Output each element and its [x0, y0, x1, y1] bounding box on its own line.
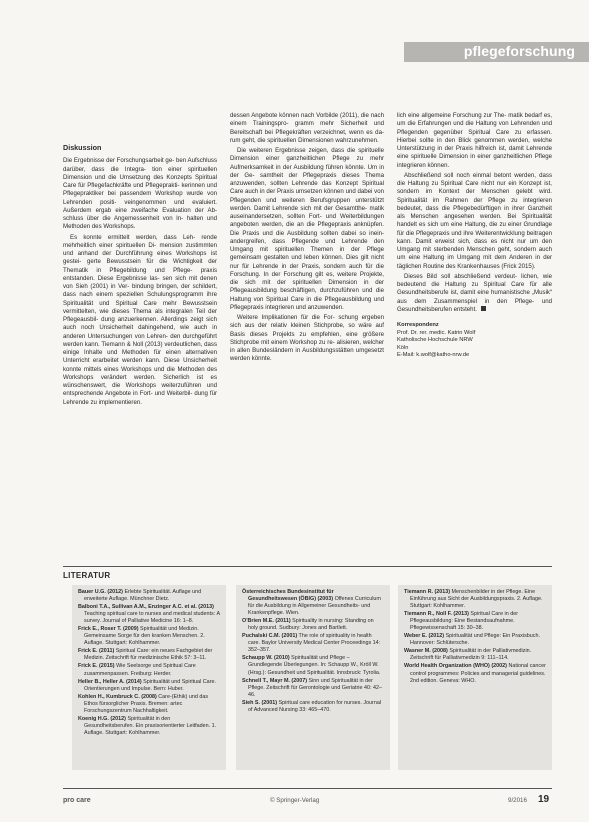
reference-entry [78, 694, 220, 715]
reference-entry [78, 626, 220, 647]
publisher: © Springer-Verlag [270, 797, 320, 804]
reference-entry [404, 663, 546, 684]
contact-block [397, 322, 552, 360]
contact-line: E-Mail: k.wolf@katho-nrw.de [397, 352, 470, 358]
reference-entry [404, 611, 546, 632]
reference-text: Spiritualität in den Gesundheitsberufen. Ein praxisorientierter Leitfaden. 1. Auflage. Stuttgart: Kohlhammer. [84, 715, 217, 736]
reference-text: Spiritualität in der Palliativmedizin. Zeitschrift für Palliativmedizin 9: 111–114. [410, 648, 532, 662]
contact-line: Katholische Hochschule NRW [397, 337, 473, 343]
reference-authors: Schnell T., Mayr M. (2007) [242, 677, 308, 684]
reference-text: Care-(Ethik) und das Ethos fürsorglicher Praxis. Bremen: artec Forschungszentrum Nachhaltigkeit. [84, 693, 209, 714]
divider [63, 566, 552, 567]
reference-entry [78, 716, 220, 737]
reference-authors: Wasner M. (2008) [404, 648, 448, 655]
reference-authors: O'Brien M.E. (2011) [242, 618, 291, 625]
reference-entry [242, 633, 384, 654]
reference-entry [404, 589, 546, 610]
reference-text: Spiritual care education for nurses. Journal of Advanced Nursing 33: 465–470. [248, 699, 382, 713]
literature-heading: LITERATUR [63, 571, 111, 580]
reference-text: Offenes Curriculum für die Ausbildung in Allgemeiner Gesundheits- und Krankenpflege. Wien. [248, 596, 381, 617]
reference-text: Spiritualität und Pflege – Grundlegende Überlegungen. In: Schaupp W., Kröll W. (Hrsg.): Gesundheit und Spiritualität. Innsbruck: Tyrolia. [248, 655, 381, 676]
literature-column-3 [398, 585, 552, 770]
article-column-1 [63, 112, 217, 409]
end-of-article-mark [481, 306, 486, 311]
section-heading: Diskussion [63, 143, 102, 152]
contact-line: Prof. Dr. rer. medic. Katrin Wolf [397, 329, 476, 336]
article-column-3 [397, 112, 552, 360]
reference-authors: Tiemann R. (2013) [404, 589, 451, 595]
reference-entry [78, 589, 220, 603]
contact-heading: Korrespondenz [397, 322, 439, 328]
article-column-2 [230, 112, 384, 366]
journal-name: pro care [63, 797, 91, 804]
reference-authors: Tiemann R., Noll F. (2013) [404, 611, 469, 618]
reference-authors: World Health Organization (WHO) (2002) [404, 663, 507, 670]
paragraph-text: Dieses Bild soll abschließend verdeut- lichen, wie bedeutend die Haltung zu Spiritual Care für alle Gesundheitsberufe ist, damit eine humanistische „Musik“ aus dem Zusammenspiel in den Pflege- und Gesundheitsberufen entsteht. [397, 272, 552, 313]
reference-text: The role of spirituality in health care. Baylor University Medical Center Proceedings 14: 352–357. [248, 633, 381, 654]
reference-entry [242, 655, 384, 676]
reference-entry [242, 700, 384, 714]
reference-entry [242, 618, 384, 632]
reference-entry [404, 648, 546, 662]
paragraph: lich eine allgemeine Forschung zur The- matik bedarf es, um die Erfahrungen und die Haltung von Lehrenden und Pflegenden gegenüber Spiritual Care zu erfassen. Hierbei sollte in den Blick genommen werden, welche Unterstützung in der Praxis hilfreich ist, damit Lehrende eine spirituelle Dimension in einer ganzheitlichen Pflege integrieren können. [397, 112, 552, 169]
reference-authors: Balboni T.A., Sullivan A.M., Enzinger A.C. et al. (2013) [78, 604, 214, 611]
reference-entry [242, 678, 384, 699]
reference-text: Erlebte Spiritualität. Auflage und erweiterte Auflage. Münchner Dietz. [84, 589, 202, 603]
paragraph: Die weiteren Ergebnisse zeigen, dass die spirituelle Dimension einer ganzheitlichen Pflege zu mehr Aufmerksamkeit in der Ausbildung führen könnte. Um in der Ge- samtheit der Pflegepraxis dieses Thema anzuwenden, sollten Lehrende das Konzept Spiritual Care auch in der Praxis umsetzen können und dabei von Pflegenden und weiteren Berufsgruppen unterstützt werden. Damit Lehrende sich mit der Gesamtthe- matik auseinandersetzen, sollten Fort- und Weiterbildungen angeboten werden, die an die Pflegepraxis anknüpfen. Die Praxis und die Ausbildung sollten dabei so inein- andergreifen, dass Pflegende und Lehrende den Umgang mit spirituellen Themen in der Pflege gemeinsam gestalten und leben können. Dies gilt nicht nur für Lehrende in der Praxis, sondern auch für die Forschung. In der Forschung gilt es, weitere Projekte, die sich mit der spirituellen Dimension in der Pflegeausbildung beschäftigen, durchzuführen und die Haltung von Spiritual Care in die Pflegeausbildung und Pflegepraxis integrieren und anzuwenden. [230, 147, 384, 311]
reference-authors: Sieh S. (2001) [242, 699, 278, 706]
reference-entry [78, 648, 220, 662]
reference-text: Menschenbilder in der Pflege. Eine Einführung aus Sicht der Ausbildungspraxis. 2. Auflage. Stuttgart: Kohlhammer. [410, 589, 543, 610]
section-title: pflegeforschung [463, 43, 575, 59]
reference-text: Spiritual Care in der Pflegeausbildung: Eine Bestandsaufnahme. Pflegewissenschaft 15: 30–38. [410, 611, 519, 632]
paragraph: Es konnte ermittelt werden, dass Leh- rende mehrheitlich einer spirituellen Di- mension zustimmten und anhand der Durchführung eines Workshops ist gestei- gerte Bewusstsein für die Wichtigkeit der Thematik in Pflegebildung und Pflege- praxis entstanden. Diese Ergebnisse las- sen sich mit denen von Sieh (2001) in Ver- bindung bringen, der schildert, dass nach einem speziellen Schulungsprogramm ihre Spiritualität und Spiritual Care mehr Bewusstsein vermittelten, wie dieses Thema als integralen Teil der Pflegeausbil- dung anzuerkennen. Allerdings zeigt sich auch noch Unsicherheit dahingehend, wie auch in anderen Untersuchungen von Lehren- den durchgeführt werden kann. Tiemann & Noll (2013) verdeutlichen, dass einige Inhalte und Methoden für einen alternativen Unterricht erarbeitet werden kann. Diese Unsicherheit konnte mittels eines Workshops und die Methoden des Workshops verändert werden. Sicherlich ist es wünschenswert, die Workshops weiterzuführen und entsprechende Angebote in Fort- und Weiterbil- dung für Lehrende zu implementieren. [63, 233, 217, 406]
reference-authors: Frick E. (2015) [78, 663, 115, 670]
reference-entry [404, 633, 546, 647]
issue: 9/2016 [508, 797, 527, 804]
reference-text: Teaching spiritual care to nurses and medical students: A survey. Journal of Palliative Medicine 16: 1–8. [84, 611, 220, 625]
reference-entry [78, 679, 220, 693]
reference-authors: Kohlen H., Kumbruck C. (2008) [78, 693, 157, 700]
reference-authors: Puchalski C.M. (2001) [242, 633, 298, 640]
reference-entry [242, 589, 384, 617]
reference-authors: Koenig H.G. (2012) [78, 715, 126, 722]
reference-text: Wie Seelsorge und Spiritual Care zusammenpassen. Freiburg: Herder. [84, 663, 196, 677]
paragraph: Weitere Implikationen für die For- schung ergeben sich aus der relativ kleinen Stichprobe, so wäre auf Basis dieses Projekts zu empfehlen, eine größere Stichprobe mit einem Workshop zu re- alisieren, welcher in allen Bundesländern in Ausbildungsstätten umgesetzt werden könnte. [230, 314, 384, 363]
reference-authors: Frick E., Roser T. (2009) [78, 626, 139, 633]
reference-text: Spiritual Care: ein neues Fachgebiet der Medizin. Zeitschrift für medizinische Ethik 57: 3–11. [84, 648, 213, 662]
reference-authors: Österreichisches Bundesinstitut für Gesundheitswesen (ÖBIG) (2003) [242, 589, 334, 603]
reference-text: Spiritualität und Pflege: Ein Praxisbuch. Hannover: Schlütersche. [410, 633, 540, 647]
reference-authors: Bauer U.G. (2012) [78, 589, 123, 595]
reference-entry [78, 663, 220, 677]
literature-column-1 [72, 585, 226, 770]
paragraph: Die Ergebnisse der Forschungsarbeit ge- ben Aufschluss darüber, dass die Integra- tion einer spirituellen Dimension und die Umsetzung des Konzepts Spiritual Care für Pflegefachkräfte und Pflegeprakti- kerinnen und Pflegepraktiker bei passendem Workshop wurde von Lehrenden positi- veingenommen und evaluiert. Außerdem ergab eine zweifache Evaluation der Ab- schluss über die Angemessenheit von In- halten und Methoden des Workshops. [63, 157, 217, 231]
contact-line: Köln [397, 344, 409, 351]
reference-text: National cancer control programmes: Policies and managerial guidelines. 2nd edition. Geneva: WHO. [410, 663, 546, 684]
paragraph: dessen Angebote können nach Vorbilde (2011), die nach einem Trainingspro- gramm mehr Sicherheit und Bereitschaft bei Pflegekräften verzeichnet, wenn es da- rum geht, die spirituellen Dimensionen wahrzunehmen. [230, 112, 384, 144]
reference-text: Spiritualität und Medizin. Gemeinsame Sorge für den kranken Menschen. 2. Auflage. Stuttgart: Kohlhammer. [84, 626, 205, 647]
reference-authors: Frick E. (2011) [78, 648, 115, 655]
paragraph: Abschließend soll noch einmal betont werden, dass die Haltung zu Spiritual Care nicht nur ein Konzept ist, sondern im Kontext der Menschen gelebt wird. Spiritualität im Rahmen der Pflege zu integrieren bedeutet, dass die Pflegebedürftigen in ihrer Ganzheit als Menschen angesehen werden. Bei Spiritualität handelt es sich um eine Haltung, die zu einer Grundlage für die Pflegepraxis und ihre Weiterentwicklung beitragen kann. Damit erweist sich, dass es nicht nur um den Umgang mit sterbenden Menschen geht, sondern auch um eine Haltung im Umgang mit dem Anderen in der täglichen Routine des Krankenhauses (Frick 2015). [397, 171, 552, 270]
reference-authors: Heller B., Heller A. (2014) [78, 678, 142, 685]
reference-text: Spiritualität und Spiritual Care. Orientierungen und Impulse. Bern: Huber. [84, 678, 216, 692]
page-number: 19 [538, 794, 550, 805]
reference-authors: Schaupp W. (2010) [242, 655, 290, 662]
footer-divider [63, 788, 552, 789]
reference-authors: Weber E. (2012) [404, 633, 445, 640]
paragraph [397, 273, 552, 314]
reference-entry [78, 604, 220, 625]
reference-text: Sinn und Spiritualität in der Pflege. Zeitschrift für Gerontologie und Geriatrie 40: 42–46. [248, 677, 382, 698]
literature-column-2 [236, 585, 390, 770]
header-bar [404, 42, 589, 62]
reference-text: Spirituality in nursing: Standing on holy ground. Sudbury: Jones and Bartlett. [248, 618, 374, 632]
